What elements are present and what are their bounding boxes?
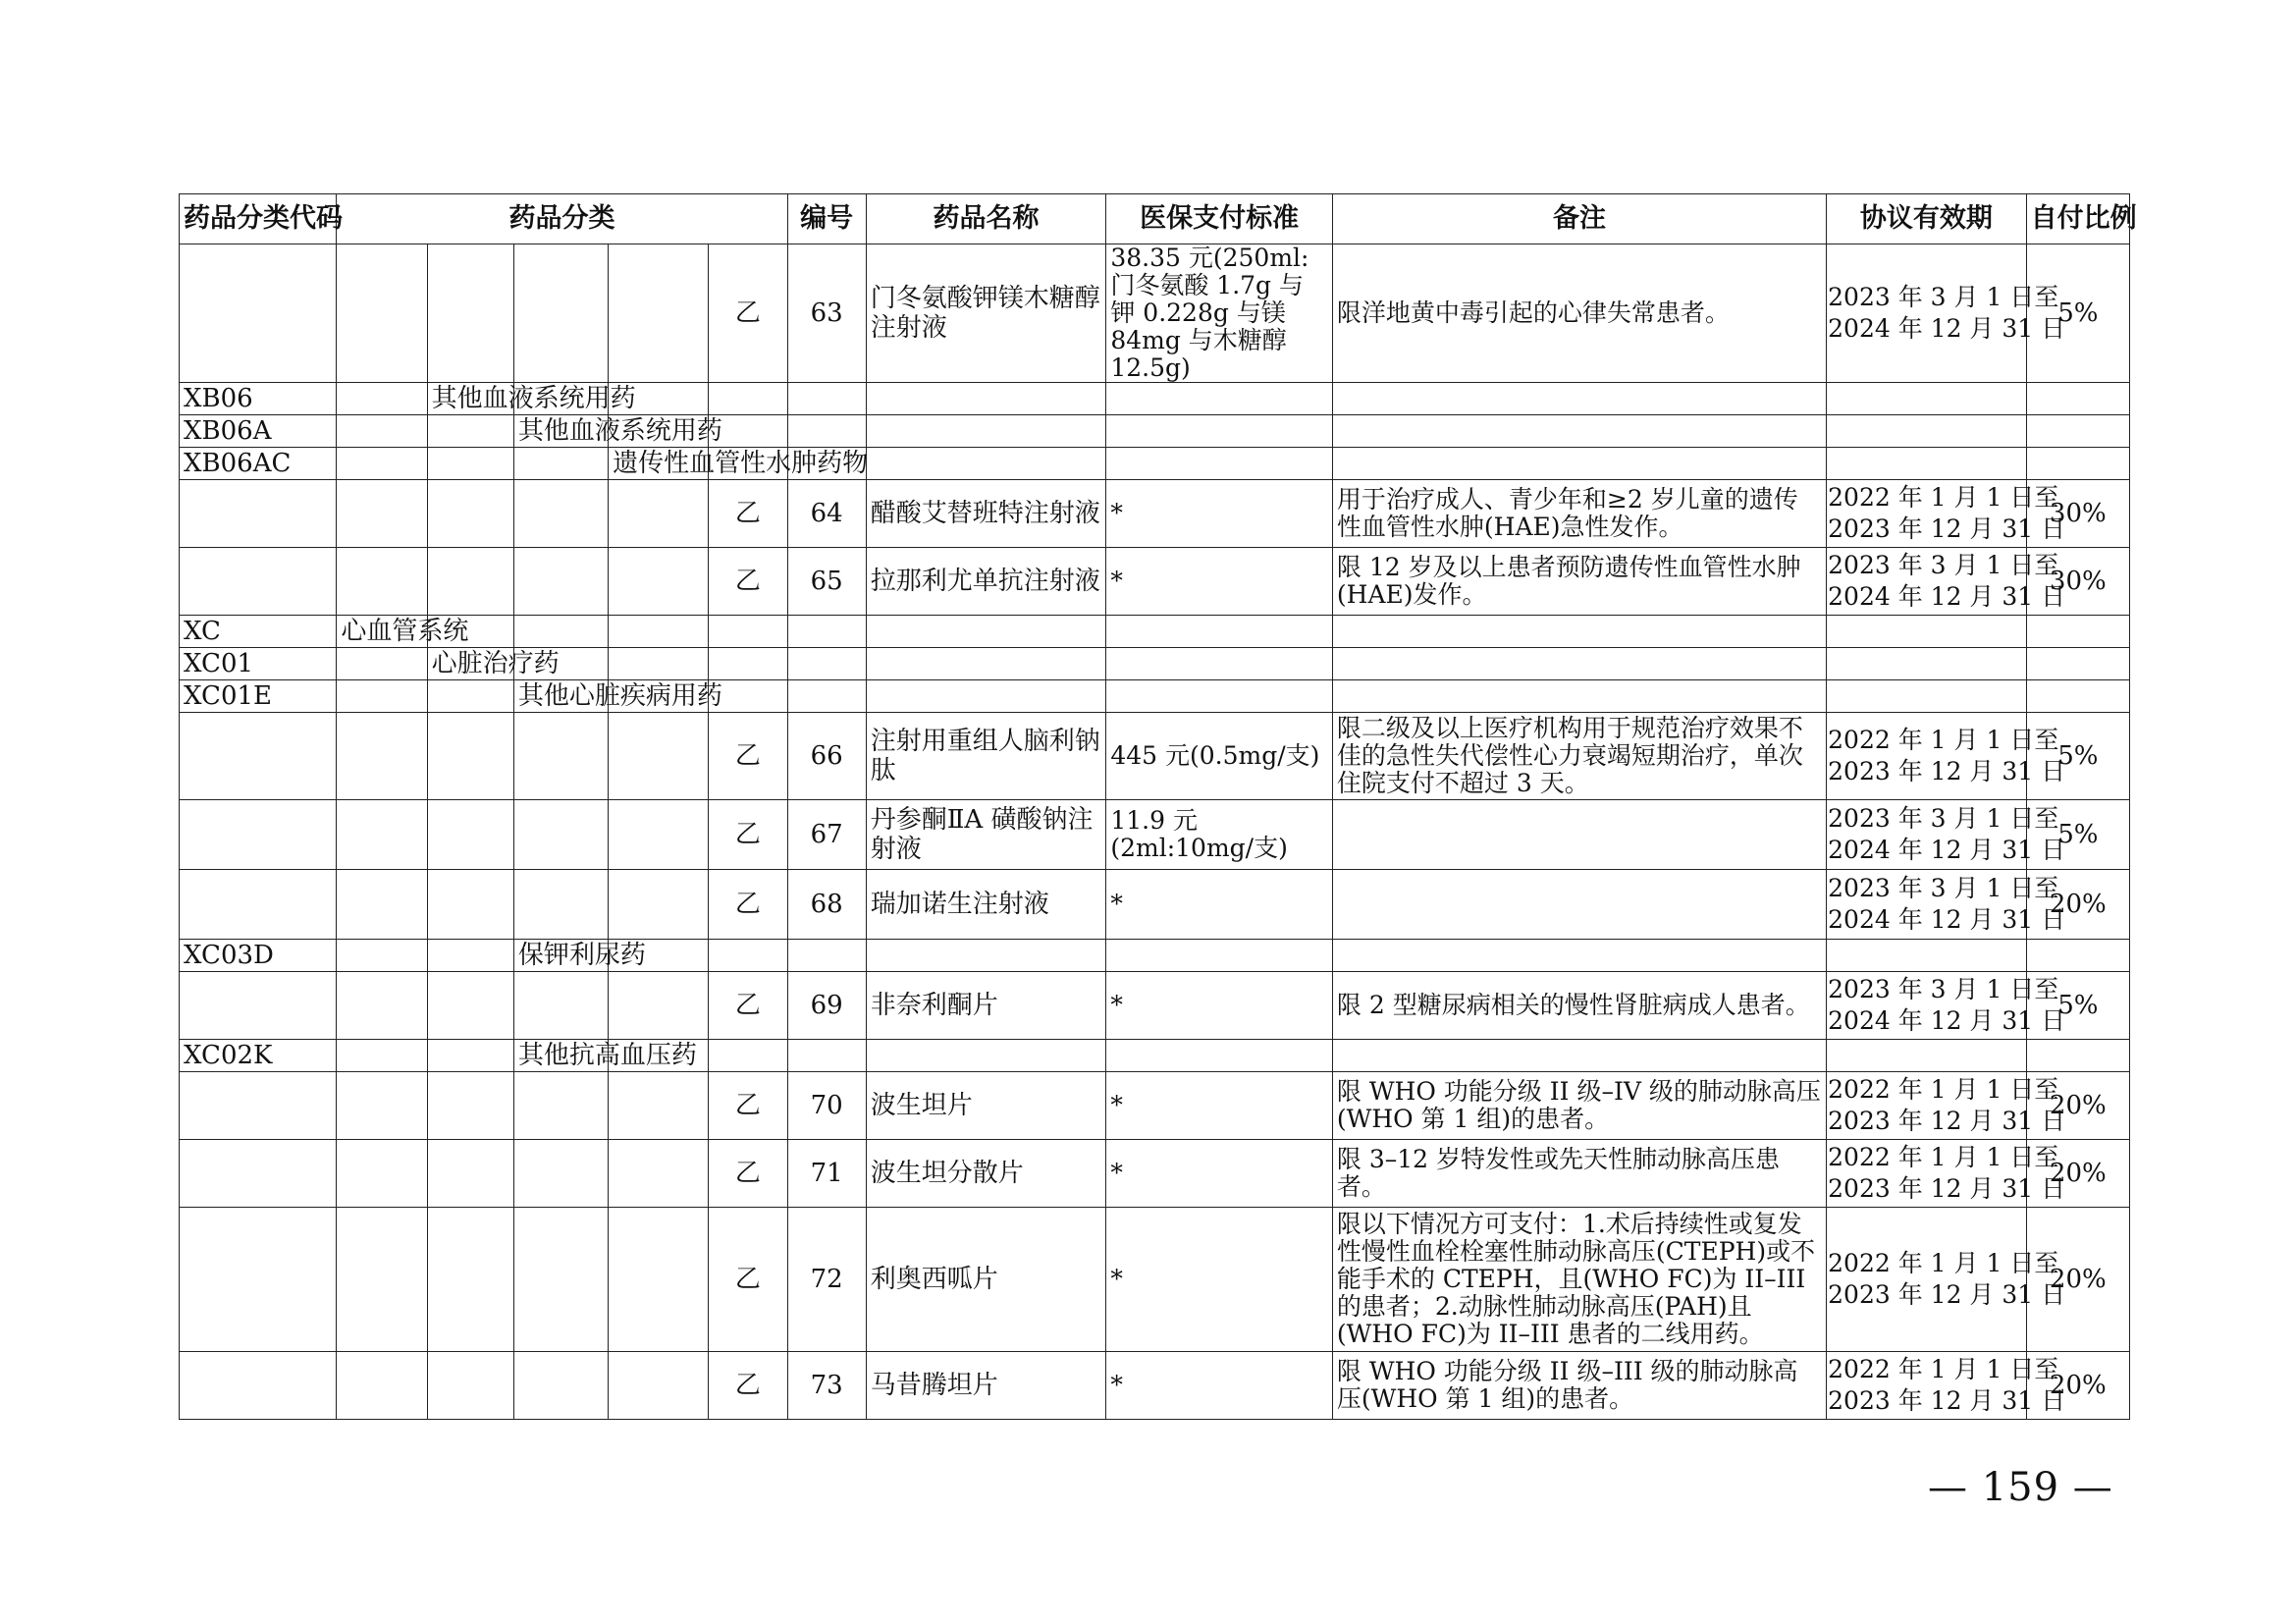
empty-cell <box>2026 415 2129 448</box>
empty-cell <box>2026 448 2129 480</box>
drug-number: 72 <box>787 1208 866 1352</box>
empty-cell <box>337 800 427 870</box>
category-label: 其他血液系统用药 <box>427 383 513 415</box>
empty-cell <box>1106 680 1333 713</box>
empty-cell <box>337 870 427 940</box>
empty-cell <box>609 870 709 940</box>
empty-cell <box>337 480 427 548</box>
drug-name: 注射用重组人脑利钠肽 <box>866 713 1106 800</box>
empty-cell <box>2026 940 2129 972</box>
empty-cell <box>1332 448 1826 480</box>
agreement-period <box>1827 548 2066 616</box>
empty-cell <box>1332 415 1826 448</box>
empty-cell <box>180 972 337 1040</box>
category-label: 其他抗高血压药 <box>513 1040 608 1072</box>
empty-cell <box>180 800 337 870</box>
empty-cell <box>180 870 337 940</box>
empty-cell <box>609 480 709 548</box>
drug-name: 波生坦片 <box>866 1072 1106 1140</box>
drug-row <box>180 800 2130 870</box>
category-row <box>180 1040 2130 1072</box>
drug-name: 瑞加诺生注射液 <box>866 870 1106 940</box>
empty-cell <box>337 972 427 1040</box>
category-code: XB06A <box>180 415 337 448</box>
drug-name: 马昔腾坦片 <box>866 1352 1106 1420</box>
empty-cell <box>337 1208 427 1352</box>
period-start: 2022 年 1 月 1 日至 <box>1828 1249 2059 1277</box>
period-start: 2022 年 1 月 1 日至 <box>1828 483 2059 512</box>
drug-remarks: 用于治疗成人、青少年和≥2 岁儿童的遗传性血管性水肿(HAE)急性发作。 <box>1332 480 1826 548</box>
category-row <box>180 383 2130 415</box>
empty-cell <box>513 244 608 383</box>
empty-cell <box>1106 648 1333 680</box>
empty-cell <box>180 1208 337 1352</box>
category-code: XC01 <box>180 648 337 680</box>
period-start: 2022 年 1 月 1 日至 <box>1828 1143 2059 1171</box>
drug-class: 乙 <box>709 1208 787 1352</box>
payment-standard: * <box>1106 480 1333 548</box>
empty-cell <box>180 480 337 548</box>
self-pay-ratio: 20% <box>2026 870 2129 940</box>
payment-standard: * <box>1106 548 1333 616</box>
period-end: 2023 年 12 月 31 日 <box>1828 1174 2066 1203</box>
agreement-period <box>1827 800 2066 870</box>
empty-cell <box>427 1072 513 1140</box>
drug-row <box>180 1140 2130 1208</box>
drug-remarks: 限 WHO 功能分级 II 级–III 级的肺动脉高压(WHO 第 1 组)的患者。 <box>1332 1352 1826 1420</box>
empty-cell <box>513 972 608 1040</box>
payment-standard: * <box>1106 870 1333 940</box>
period-start: 2023 年 3 月 1 日至 <box>1828 551 2059 579</box>
empty-cell <box>513 480 608 548</box>
payment-standard: * <box>1106 1352 1333 1420</box>
drug-number: 73 <box>787 1352 866 1420</box>
period-end: 2023 年 12 月 31 日 <box>1828 514 2066 543</box>
empty-cell <box>180 1140 337 1208</box>
category-row <box>180 680 2130 713</box>
category-label: 其他心脏疾病用药 <box>513 680 608 713</box>
drug-class: 乙 <box>709 800 787 870</box>
empty-cell <box>1106 415 1333 448</box>
drug-name: 丹参酮ⅡA 磺酸钠注射液 <box>866 800 1106 870</box>
empty-cell <box>1332 680 1826 713</box>
payment-standard: * <box>1106 1208 1333 1352</box>
drug-name: 波生坦分散片 <box>866 1140 1106 1208</box>
empty-cell <box>1827 448 2027 480</box>
payment-standard: 11.9 元(2ml:10mg/支) <box>1106 800 1333 870</box>
category-code: XC <box>180 616 337 648</box>
empty-cell <box>180 244 337 383</box>
empty-cell <box>609 972 709 1040</box>
empty-cell <box>427 972 513 1040</box>
drug-number: 63 <box>787 244 866 383</box>
empty-cell <box>513 713 608 800</box>
empty-cell <box>513 448 608 480</box>
empty-cell <box>866 448 1106 480</box>
empty-cell <box>427 548 513 616</box>
agreement-period <box>1827 244 2066 383</box>
drug-number: 71 <box>787 1140 866 1208</box>
empty-cell <box>1106 448 1333 480</box>
self-pay-ratio: 5% <box>2026 972 2129 1040</box>
drug-class: 乙 <box>709 548 787 616</box>
empty-cell <box>1827 940 2027 972</box>
drug-remarks: 限 WHO 功能分级 II 级–IV 级的肺动脉高压(WHO 第 1 组)的患者。 <box>1332 1072 1826 1140</box>
empty-cell <box>337 415 427 448</box>
category-label: 心脏治疗药 <box>427 648 513 680</box>
category-code: XB06 <box>180 383 337 415</box>
empty-cell <box>337 548 427 616</box>
header-period: 协议有效期 <box>1827 194 2027 244</box>
self-pay-ratio: 20% <box>2026 1140 2129 1208</box>
empty-cell <box>1332 616 1826 648</box>
empty-cell <box>427 1140 513 1208</box>
empty-cell <box>1106 383 1333 415</box>
empty-cell <box>427 415 513 448</box>
category-code: XC01E <box>180 680 337 713</box>
empty-cell <box>1827 415 2027 448</box>
empty-cell <box>513 1072 608 1140</box>
empty-cell <box>1106 940 1333 972</box>
empty-cell <box>787 415 866 448</box>
agreement-period <box>1827 1208 2066 1352</box>
empty-cell <box>337 1140 427 1208</box>
empty-cell <box>1827 648 2027 680</box>
empty-cell <box>787 648 866 680</box>
category-code: XC03D <box>180 940 337 972</box>
drug-name: 门冬氨酸钾镁木糖醇注射液 <box>866 244 1106 383</box>
empty-cell <box>427 448 513 480</box>
empty-cell <box>1332 1040 1826 1072</box>
empty-cell <box>1332 383 1826 415</box>
table-body <box>180 244 2130 1420</box>
page-number: — 159 — <box>1928 1465 2113 1510</box>
table-header-row <box>180 194 2130 244</box>
header-number: 编号 <box>787 194 866 244</box>
empty-cell <box>427 1040 513 1072</box>
category-label: 保钾利尿药 <box>513 940 608 972</box>
empty-cell <box>427 713 513 800</box>
empty-cell <box>427 680 513 713</box>
period-start: 2022 年 1 月 1 日至 <box>1828 1355 2059 1383</box>
empty-cell <box>427 244 513 383</box>
empty-cell <box>787 1040 866 1072</box>
agreement-period <box>1827 1072 2066 1140</box>
drug-remarks: 限洋地黄中毒引起的心律失常患者。 <box>1332 244 1826 383</box>
category-code: XC02K <box>180 1040 337 1072</box>
period-start: 2023 年 3 月 1 日至 <box>1828 874 2059 902</box>
drug-row <box>180 548 2130 616</box>
period-end: 2023 年 12 月 31 日 <box>1828 1280 2066 1309</box>
empty-cell <box>337 940 427 972</box>
category-row <box>180 448 2130 480</box>
header-category: 药品分类 <box>337 194 787 244</box>
payment-standard: 445 元(0.5mg/支) <box>1106 713 1333 800</box>
agreement-period <box>1827 972 2066 1040</box>
payment-standard: * <box>1106 1140 1333 1208</box>
empty-cell <box>1332 940 1826 972</box>
self-pay-ratio: 5% <box>2026 713 2129 800</box>
empty-cell <box>427 1352 513 1420</box>
empty-cell <box>180 548 337 616</box>
drug-number: 68 <box>787 870 866 940</box>
category-label: 心血管系统 <box>337 616 427 648</box>
agreement-period <box>1827 1352 2066 1420</box>
period-start: 2023 年 3 月 1 日至 <box>1828 804 2059 833</box>
period-end: 2023 年 12 月 31 日 <box>1828 757 2066 785</box>
drug-row <box>180 1352 2130 1420</box>
empty-cell <box>337 713 427 800</box>
drug-class: 乙 <box>709 1072 787 1140</box>
category-row <box>180 648 2130 680</box>
agreement-period <box>1827 870 2066 940</box>
period-end: 2024 年 12 月 31 日 <box>1828 1006 2066 1035</box>
self-pay-ratio: 30% <box>2026 548 2129 616</box>
payment-standard: 38.35 元(250ml:门冬氨酸 1.7g 与钾 0.228g 与镁 84mg 与木糖醇 12.5g) <box>1106 244 1333 383</box>
drug-table <box>179 193 2137 1420</box>
category-row <box>180 616 2130 648</box>
period-end: 2024 年 12 月 31 日 <box>1828 582 2066 611</box>
empty-cell <box>609 616 709 648</box>
empty-cell <box>866 383 1106 415</box>
self-pay-ratio: 20% <box>2026 1352 2129 1420</box>
drug-name: 拉那利尤单抗注射液 <box>866 548 1106 616</box>
empty-cell <box>709 1040 787 1072</box>
drug-row <box>180 1072 2130 1140</box>
self-pay-ratio: 5% <box>2026 800 2129 870</box>
drug-number: 65 <box>787 548 866 616</box>
period-start: 2023 年 3 月 1 日至 <box>1828 975 2059 1003</box>
empty-cell <box>609 548 709 616</box>
drug-name: 醋酸艾替班特注射液 <box>866 480 1106 548</box>
drug-name: 利奥西呱片 <box>866 1208 1106 1352</box>
category-row <box>180 415 2130 448</box>
empty-cell <box>866 616 1106 648</box>
empty-cell <box>513 870 608 940</box>
header-standard: 医保支付标准 <box>1106 194 1333 244</box>
empty-cell <box>866 415 1106 448</box>
empty-cell <box>427 940 513 972</box>
empty-cell <box>427 480 513 548</box>
empty-cell <box>427 800 513 870</box>
empty-cell <box>180 1352 337 1420</box>
payment-standard: * <box>1106 972 1333 1040</box>
empty-cell <box>2026 383 2129 415</box>
category-row <box>180 940 2130 972</box>
empty-cell <box>2026 648 2129 680</box>
empty-cell <box>1827 616 2027 648</box>
empty-cell <box>180 713 337 800</box>
empty-cell <box>609 244 709 383</box>
period-end: 2023 年 12 月 31 日 <box>1828 1386 2066 1415</box>
drug-class: 乙 <box>709 244 787 383</box>
empty-cell <box>609 1072 709 1140</box>
period-end: 2024 年 12 月 31 日 <box>1828 314 2066 343</box>
empty-cell <box>709 383 787 415</box>
empty-cell <box>1332 648 1826 680</box>
empty-cell <box>709 616 787 648</box>
drug-row <box>180 972 2130 1040</box>
empty-cell <box>2026 1040 2129 1072</box>
category-label: 其他血液系统用药 <box>513 415 608 448</box>
empty-cell <box>609 713 709 800</box>
empty-cell <box>609 1140 709 1208</box>
drug-class: 乙 <box>709 870 787 940</box>
drug-class: 乙 <box>709 972 787 1040</box>
empty-cell <box>1827 680 2027 713</box>
drug-class: 乙 <box>709 1352 787 1420</box>
empty-cell <box>609 800 709 870</box>
drug-row <box>180 870 2130 940</box>
drug-remarks: 限 3–12 岁特发性或先天性肺动脉高压患者。 <box>1332 1140 1826 1208</box>
empty-cell <box>2026 680 2129 713</box>
empty-cell <box>787 680 866 713</box>
drug-name: 非奈利酮片 <box>866 972 1106 1040</box>
empty-cell <box>337 448 427 480</box>
drug-remarks <box>1332 800 1826 870</box>
empty-cell <box>513 616 608 648</box>
empty-cell <box>1827 383 2027 415</box>
empty-cell <box>709 940 787 972</box>
empty-cell <box>1827 1040 2027 1072</box>
empty-cell <box>1106 616 1333 648</box>
empty-cell <box>337 244 427 383</box>
period-start: 2023 年 3 月 1 日至 <box>1828 283 2059 311</box>
drug-remarks <box>1332 870 1826 940</box>
drug-row <box>180 480 2130 548</box>
empty-cell <box>609 648 709 680</box>
header-code: 药品分类代码 <box>180 194 337 244</box>
drug-remarks: 限以下情况方可支付：1.术后持续性或复发性慢性血栓栓塞性肺动脉高压(CTEPH)或不能手术的 CTEPH，且(WHO FC)为 II–III 的患者；2.动脉性肺动脉高压(PAH)且(WHO FC)为 II–III 患者的二线用药。 <box>1332 1208 1826 1352</box>
drug-row <box>180 244 2130 383</box>
empty-cell <box>866 940 1106 972</box>
drug-number: 66 <box>787 713 866 800</box>
empty-cell <box>513 1140 608 1208</box>
agreement-period <box>1827 480 2066 548</box>
empty-cell <box>609 1352 709 1420</box>
empty-cell <box>427 870 513 940</box>
drug-class: 乙 <box>709 480 787 548</box>
drug-number: 67 <box>787 800 866 870</box>
empty-cell <box>513 548 608 616</box>
agreement-period <box>1827 713 2066 800</box>
drug-number: 69 <box>787 972 866 1040</box>
period-end: 2024 年 12 月 31 日 <box>1828 905 2066 934</box>
empty-cell <box>787 940 866 972</box>
empty-cell <box>337 1072 427 1140</box>
drug-number: 64 <box>787 480 866 548</box>
empty-cell <box>787 383 866 415</box>
empty-cell <box>337 648 427 680</box>
empty-cell <box>513 1352 608 1420</box>
empty-cell <box>866 1040 1106 1072</box>
empty-cell <box>337 383 427 415</box>
period-start: 2022 年 1 月 1 日至 <box>1828 1075 2059 1104</box>
empty-cell <box>787 616 866 648</box>
header-ratio: 自付比例 <box>2026 194 2129 244</box>
drug-row <box>180 1208 2130 1352</box>
period-end: 2023 年 12 月 31 日 <box>1828 1107 2066 1135</box>
header-name: 药品名称 <box>866 194 1106 244</box>
empty-cell <box>709 648 787 680</box>
period-end: 2024 年 12 月 31 日 <box>1828 836 2066 864</box>
empty-cell <box>1106 1040 1333 1072</box>
drug-number: 70 <box>787 1072 866 1140</box>
empty-cell <box>337 680 427 713</box>
empty-cell <box>337 1040 427 1072</box>
self-pay-ratio: 5% <box>2026 244 2129 383</box>
drug-remarks: 限 2 型糖尿病相关的慢性肾脏病成人患者。 <box>1332 972 1826 1040</box>
empty-cell <box>866 680 1106 713</box>
payment-standard: * <box>1106 1072 1333 1140</box>
empty-cell <box>427 1208 513 1352</box>
period-start: 2022 年 1 月 1 日至 <box>1828 726 2059 754</box>
category-code: XB06AC <box>180 448 337 480</box>
empty-cell <box>513 800 608 870</box>
empty-cell <box>513 1208 608 1352</box>
empty-cell <box>2026 616 2129 648</box>
empty-cell <box>609 1208 709 1352</box>
category-label: 遗传性血管性水肿药物 <box>609 448 709 480</box>
drug-class: 乙 <box>709 1140 787 1208</box>
drug-class: 乙 <box>709 713 787 800</box>
empty-cell <box>180 1072 337 1140</box>
header-remarks: 备注 <box>1332 194 1826 244</box>
empty-cell <box>337 1352 427 1420</box>
self-pay-ratio: 20% <box>2026 1072 2129 1140</box>
drug-remarks: 限 12 岁及以上患者预防遗传性血管性水肿(HAE)发作。 <box>1332 548 1826 616</box>
empty-cell <box>866 648 1106 680</box>
drug-remarks: 限二级及以上医疗机构用于规范治疗效果不佳的急性失代偿性心力衰竭短期治疗，单次住院支付不超过 3 天。 <box>1332 713 1826 800</box>
drug-row <box>180 713 2130 800</box>
self-pay-ratio: 20% <box>2026 1208 2129 1352</box>
self-pay-ratio: 30% <box>2026 480 2129 548</box>
agreement-period <box>1827 1140 2066 1208</box>
